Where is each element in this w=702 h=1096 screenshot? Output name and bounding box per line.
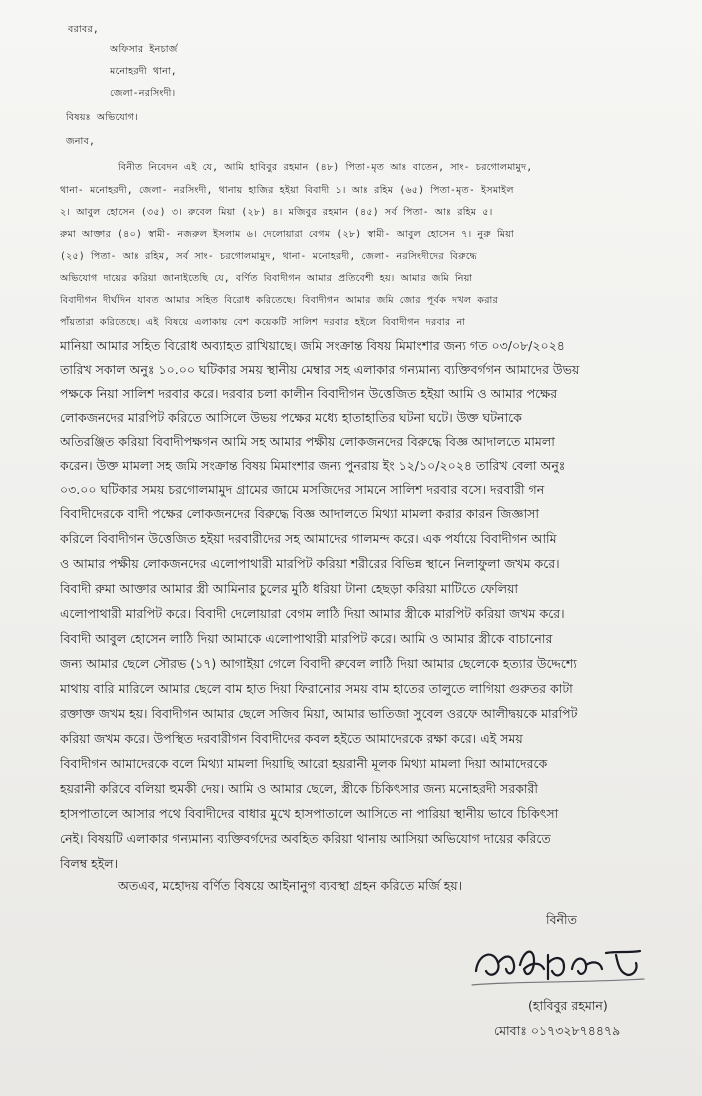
body-line: ০৩.০০ ঘটিকার সময় চরগোলমামুদ গ্রামের জামে মসজিদের সামনে সালিশ দরবার বসে। দরবারী গন — [60, 482, 545, 497]
body-line: হাসপাতালে আসার পথে বিবাদীদের বাধার মুখে হাসপাতালে আসিতে না পারিয়া স্থানীয় ভাবে চিকিৎসা — [60, 806, 559, 821]
body-line: তারিখ সকাল অনুঃ ১০.০০ ঘটিকার সময় স্থানীয় মেম্বার সহ এলাকার গন্যমান্য ব্যক্তিবর্গগন আমাদের উভয় — [60, 362, 580, 377]
body-line: করিয়া জখম করে। উপস্থিত দরবারীগন বিবাদীদের কবল হইতে আমাদেরকে রক্ষা করে। এই সময় — [60, 731, 523, 746]
handwritten-signature — [468, 935, 648, 995]
body-line: বিবাদী রুমা আক্তার আমার স্ত্রী আমিনার চুলের মুঠি ধরিয়া টানা হেছড়া করিয়া মাটিতে ফেলিয়া — [60, 581, 519, 596]
body-line: ও আমার পক্ষীয় লোকজনদের এলোপাথারী মারপিট করিয়া শরীরের বিভিন্ন স্থানে নিলাফুলা জখম করে। — [60, 556, 560, 571]
body-line: জন্য আমার ছেলে সৌরভ (১৭) আগাইয়া গেলে বিবাদী রুবেল লাঠি দিয়া আমার ছেলেকে হত্যার উদ্দেশ্যে — [60, 656, 577, 671]
body-line: বিবাদী আবুল হোসেন লাঠি দিয়া আমাকে এলোপাথারী মারপিট করে। আমি ও আমার স্ত্রীকে বাচানোর — [60, 631, 553, 646]
body-line: মাথায় বারি মারিলে আমার ছেলে বাম হাত দিয়া ফিরানোর সময় বাম হাতের তালুতে লাগিয়া গুরুতর কাটা — [60, 681, 573, 696]
subject-line: বিষয়ঃ অভিযোগ। — [66, 112, 139, 123]
body-line: রুমা আক্তার (৪০) স্বামী- নজরুল ইসলাম ৬। দেলোয়ারা বেগম (২৮) স্বামী- আবুল হোসেন ৭। নুরু মিয়া — [60, 229, 514, 240]
body-line: করিলে বিবাদীগন উত্তেজিত হইয়া দরবারীদের সহ আমাদের গালমন্দ করে। এক পর্যায়ে বিবাদীগন আমি — [60, 531, 557, 546]
body-line: নেই। বিষয়টি এলাকার গন্যমান্য ব্যক্তিবর্গদের অবহিত করিয়া থানায় আসিয়া অভিযোগ দায়ের করিতে — [60, 831, 551, 846]
recipient-station: মনোহরদী থানা, — [110, 66, 177, 77]
body-line: বিবাদীগন আমাদেরকে বলে মিথ্যা মামলা দিয়াছি আরো হয়রানী মূলক মিথ্যা মামলা দিয়া আমাদেরকে — [60, 756, 548, 771]
body-line: এলোপাথারী মারপিট করে। বিবাদী দেলোয়ারা বেগম লাঠি দিয়া আমার স্ত্রীকে মারপিট করিয়া জখম করে। — [60, 606, 565, 621]
to-line: বরাবর, — [68, 24, 100, 35]
closing-request: অতএব, মহোদয় বর্ণিত বিষয়ে আইনানুগ ব্যবস্থা গ্রহন করিতে মর্জি হয়। — [118, 878, 463, 893]
body-line: করেন। উক্ত মামলা সহ জমি সংক্রান্ত বিষয় মিমাংশার জন্য পুনরায় ইং ১২/১০/২০২৪ তারিখ বেলা অনুঃ — [60, 458, 566, 473]
body-line: লোকজনদের মারপিট করিতে আসিলে উভয় পক্ষের মধ্যে হাতাহাতির ঘটনা ঘটে। উক্ত ঘটনাকে — [60, 410, 522, 425]
body-line: পক্ষকে নিয়া সালিশ দরবার করে। দরবার চলা কালীন বিবাদীগন উত্তেজিত হইয়া আমি ও আমার পক্ষের — [60, 386, 558, 401]
body-line: অভিযোগ দায়ের করিয়া জানাইতেছি যে, বর্ণিত বিবাদীগন আমার প্রতিবেশী হয়। আমার জমি নিয়া — [60, 273, 473, 284]
body-line: মানিয়া আমার সহিত বিরোধ অব্যাহত রাখিয়াছে। জমি সংক্রান্ত বিষয় মিমাংশার জন্য গত ০৩/০৮/২০২৪ — [60, 338, 565, 353]
signer-name: (হাবিবুর রহমান) — [528, 998, 608, 1013]
body-line: বিনীত নিবেদন এই যে, আমি হাবিবুর রহমান (৪৮) পিতা-মৃত আঃ বাতেন, সাং- চরগোলমামুদ, — [118, 162, 533, 173]
body-line: (২৫) পিতা- আঃ রহিম, সর্ব সাং- চরগোলমামুদ, থানা- মনোহরদী, জেলা- নরসিংদীদের বিরুদ্ধে — [60, 251, 477, 262]
salutation: জনাব, — [66, 136, 96, 147]
body-line: ২। আবুল হোসেন (৩৫) ৩। রুবেল মিয়া (২৮) ৪। মজিবুর রহমান (৪৫) সর্ব পিতা- আঃ রহিম ৫। — [60, 207, 493, 218]
body-line: রক্তাক্ত জখম হয়। বিবাদীগন আমার ছেলে সজিব মিয়া, আমার ভাতিজা সুবেল ওরফে আলীদ্বয়কে মারপিট — [60, 706, 578, 721]
recipient-district: জেলা-নরসিংদী। — [110, 88, 176, 99]
body-line: বিলম্ব হইল। — [60, 856, 119, 871]
body-line: অতিরঞ্জিত করিয়া বিবাদীপক্ষগন আমি সহ আমার পক্ষীয় লোকজনদের বিরুদ্ধে বিজ্ঞ আদালতে মামলা — [60, 434, 555, 449]
body-line: হয়রানী করিবে বলিয়া হুমকী দেয়। আমি ও আমার ছেলে, স্ত্রীকে চিকিৎসার জন্য মনোহরদী সরকারী — [60, 781, 539, 796]
recipient-title: অফিসার ইনচার্জ — [110, 44, 178, 55]
body-line: বিবাদীগন দীর্ঘদিন যাবত আমার সহিত বিরোধ করিতেছে। বিবাদীগন আমার জমি জোর পূর্বক দখল করার — [60, 295, 499, 306]
body-line: বিবাদীদেরকে বাদী পক্ষের লোকজনদের বিরুদ্ধে বিজ্ঞ আদালতে মিথ্যা মামলা করার কারন জিজ্ঞাসা — [60, 506, 539, 521]
body-line: পাঁয়তারা করিতেছে। এই বিষয়ে এলাকায় বেশ কয়েকটি সালিশ দরবার হইলে বিবাদীগন দরবার না — [60, 317, 466, 328]
signoff-label: বিনীত — [546, 912, 577, 927]
signer-mobile: মোবাঃ ০১৭৩২৮৭৪৪৭৯ — [494, 1023, 621, 1038]
body-line: থানা- মনোহরদী, জেলা- নরসিংদী, থানায় হাজির হইয়া বিবাদী ১। আঃ রহিম (৬৫) পিতা-মৃত- ইসমাইল — [60, 185, 514, 196]
